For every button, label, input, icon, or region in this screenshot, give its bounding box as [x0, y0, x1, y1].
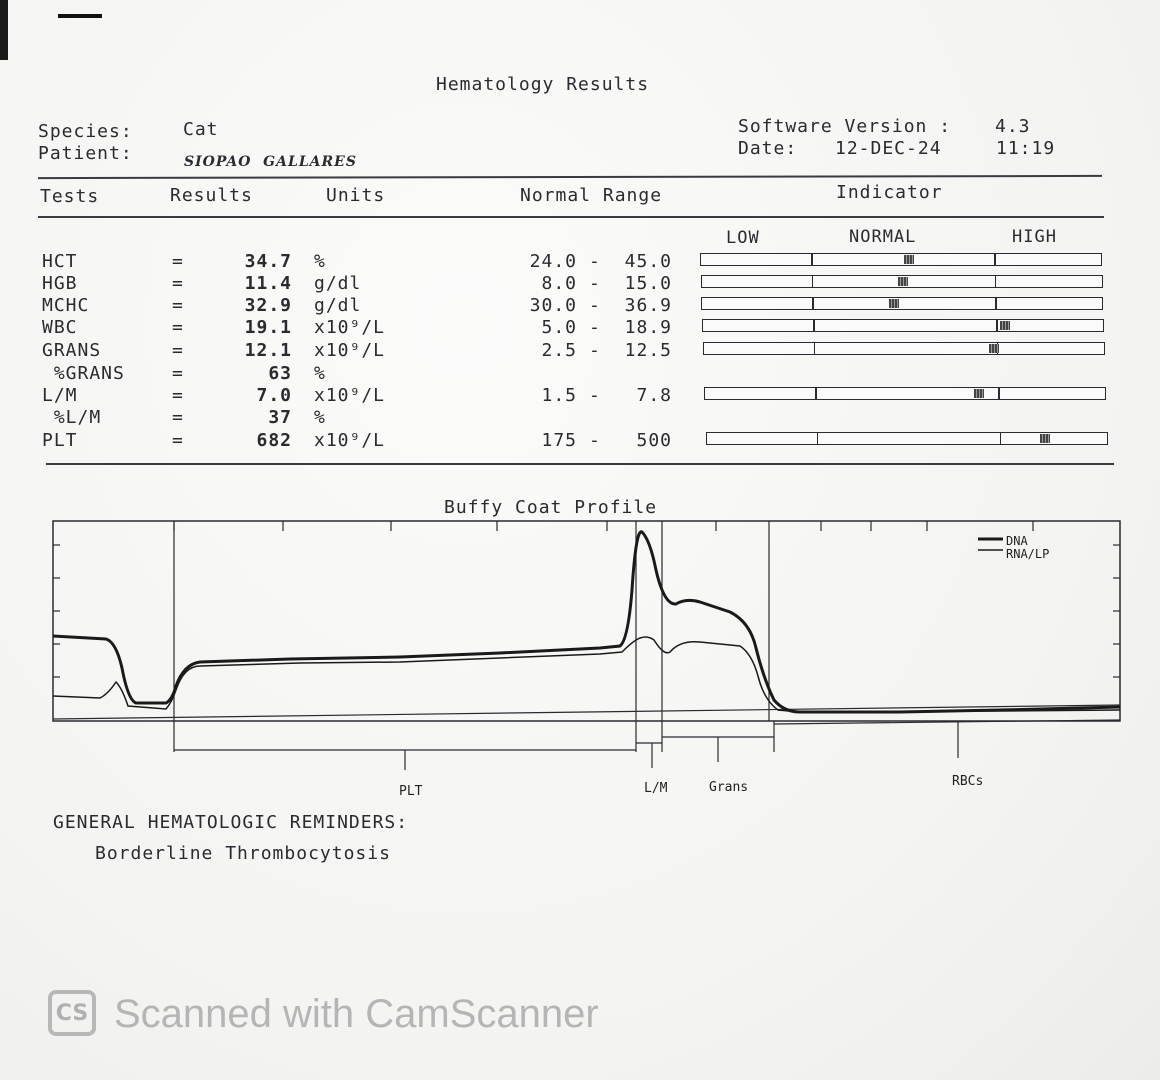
- scale-low: LOW: [726, 228, 760, 248]
- indicator-marker: [989, 344, 999, 353]
- indicator-low-divider: [812, 275, 814, 288]
- test-unit: x10⁹/L: [314, 430, 386, 451]
- scale-high: HIGH: [1012, 227, 1057, 247]
- species-label: Species:: [38, 121, 133, 142]
- indicator-bar: [704, 387, 1106, 400]
- test-unit: x10⁹/L: [314, 317, 386, 338]
- profile-title: Buffy Coat Profile: [444, 497, 658, 518]
- test-result: 12.1: [244, 340, 292, 361]
- date-label: Date:: [738, 138, 798, 159]
- range-low: 1.5: [541, 385, 577, 406]
- indicator-bar: [703, 342, 1105, 355]
- indicator-high-divider: [995, 275, 997, 288]
- indicator-bar: [702, 319, 1104, 332]
- indicator-high-divider: [995, 297, 997, 310]
- test-unit: x10⁹/L: [314, 385, 386, 406]
- test-name: L/M: [42, 385, 78, 406]
- reminders-heading: GENERAL HEMATOLOGIC REMINDERS:: [53, 812, 409, 833]
- range-high: 45.0: [624, 251, 672, 272]
- patient-name: SIOPAO GALLARES: [184, 154, 357, 170]
- equals-sign: =: [172, 363, 184, 384]
- indicator-low-divider: [813, 319, 815, 332]
- range-high: 500: [636, 430, 672, 451]
- indicator-low-divider: [814, 342, 816, 355]
- col-units: Units: [326, 185, 386, 206]
- test-result: 7.0: [256, 385, 292, 406]
- col-results: Results: [170, 185, 253, 206]
- equals-sign: =: [172, 407, 184, 428]
- test-unit: %: [314, 363, 326, 384]
- species-value: Cat: [183, 119, 219, 140]
- range-high: 18.9: [624, 317, 672, 338]
- region-label-plt: PLT: [399, 784, 423, 799]
- range-high: 36.9: [624, 295, 672, 316]
- region-label-rbcs: RBCs: [952, 774, 984, 789]
- scale-normal: NORMAL: [849, 227, 917, 247]
- test-unit: g/dl: [314, 295, 362, 316]
- indicator-high-divider: [996, 319, 998, 332]
- legend-dna-label: DNA: [1006, 534, 1028, 548]
- camscanner-logo-icon: CS: [48, 990, 96, 1036]
- reminder-item: Borderline Thrombocytosis: [95, 843, 391, 864]
- equals-sign: =: [172, 251, 184, 272]
- report-title: Hematology Results: [436, 74, 650, 95]
- indicator-low-divider: [817, 432, 819, 445]
- range-high: 15.0: [624, 273, 672, 294]
- range-high: 7.8: [636, 385, 672, 406]
- indicator-bar: [701, 297, 1103, 310]
- range-low: 24.0: [529, 251, 577, 272]
- test-unit: %: [314, 251, 326, 272]
- range-dash: -: [589, 385, 601, 406]
- range-dash: -: [589, 273, 601, 294]
- test-result: 32.9: [244, 295, 292, 316]
- equals-sign: =: [172, 430, 184, 451]
- columns-rule: [38, 216, 1104, 218]
- test-result: 37: [268, 407, 292, 428]
- indicator-high-divider: [994, 253, 996, 266]
- range-low: 175: [541, 430, 577, 451]
- range-low: 5.0: [541, 317, 577, 338]
- indicator-marker: [974, 389, 984, 398]
- indicator-bar: [701, 275, 1103, 288]
- test-result: 63: [268, 363, 292, 384]
- indicator-marker: [1040, 434, 1050, 443]
- range-low: 30.0: [529, 295, 577, 316]
- equals-sign: =: [172, 385, 184, 406]
- range-dash: -: [589, 340, 601, 361]
- indicator-marker: [898, 277, 908, 286]
- camscanner-watermark: Scanned with CamScanner: [114, 992, 599, 1036]
- time-value: 11:19: [996, 138, 1056, 159]
- indicator-low-divider: [815, 387, 817, 400]
- test-name: %L/M: [42, 407, 102, 428]
- test-result: 19.1: [244, 317, 292, 338]
- test-unit: g/dl: [314, 273, 362, 294]
- range-dash: -: [589, 430, 601, 451]
- test-result: 682: [256, 430, 292, 451]
- test-result: 11.4: [244, 273, 292, 294]
- range-high: 12.5: [624, 340, 672, 361]
- range-dash: -: [589, 251, 601, 272]
- indicator-low-divider: [811, 253, 813, 266]
- col-tests: Tests: [40, 186, 100, 207]
- range-dash: -: [589, 295, 601, 316]
- region-label-grans: Grans: [709, 780, 749, 795]
- indicator-high-divider: [998, 387, 1000, 400]
- test-name: WBC: [42, 317, 78, 338]
- date-value: 12-DEC-24: [835, 138, 942, 159]
- equals-sign: =: [172, 317, 184, 338]
- test-unit: %: [314, 407, 326, 428]
- indicator-marker: [1000, 321, 1010, 330]
- patient-label: Patient:: [38, 143, 133, 164]
- indicator-marker: [904, 255, 914, 264]
- test-name: %GRANS: [42, 363, 125, 384]
- test-result: 34.7: [244, 251, 292, 272]
- equals-sign: =: [172, 273, 184, 294]
- range-low: 2.5: [541, 340, 577, 361]
- range-dash: -: [589, 317, 601, 338]
- region-label-lm: L/M: [644, 781, 668, 796]
- indicator-bar: [706, 432, 1108, 445]
- test-name: HCT: [42, 251, 78, 272]
- software-label: Software Version :: [738, 116, 952, 137]
- results-rule: [46, 463, 1114, 465]
- col-normal-range: Normal Range: [520, 185, 663, 206]
- scan-edge: [0, 0, 8, 60]
- test-unit: x10⁹/L: [314, 340, 386, 361]
- test-name: HGB: [42, 273, 78, 294]
- test-name: PLT: [42, 430, 78, 451]
- legend-rna-label: RNA/LP: [1006, 547, 1050, 561]
- col-indicator: Indicator: [836, 182, 943, 203]
- equals-sign: =: [172, 295, 184, 316]
- test-name: GRANS: [42, 340, 102, 361]
- indicator-marker: [889, 299, 899, 308]
- indicator-low-divider: [812, 297, 814, 310]
- indicator-bar: [700, 253, 1102, 266]
- indicator-high-divider: [1000, 432, 1002, 445]
- equals-sign: =: [172, 340, 184, 361]
- range-low: 8.0: [541, 273, 577, 294]
- software-value: 4.3: [995, 116, 1031, 137]
- test-name: MCHC: [42, 295, 90, 316]
- scan-mark: [58, 14, 102, 18]
